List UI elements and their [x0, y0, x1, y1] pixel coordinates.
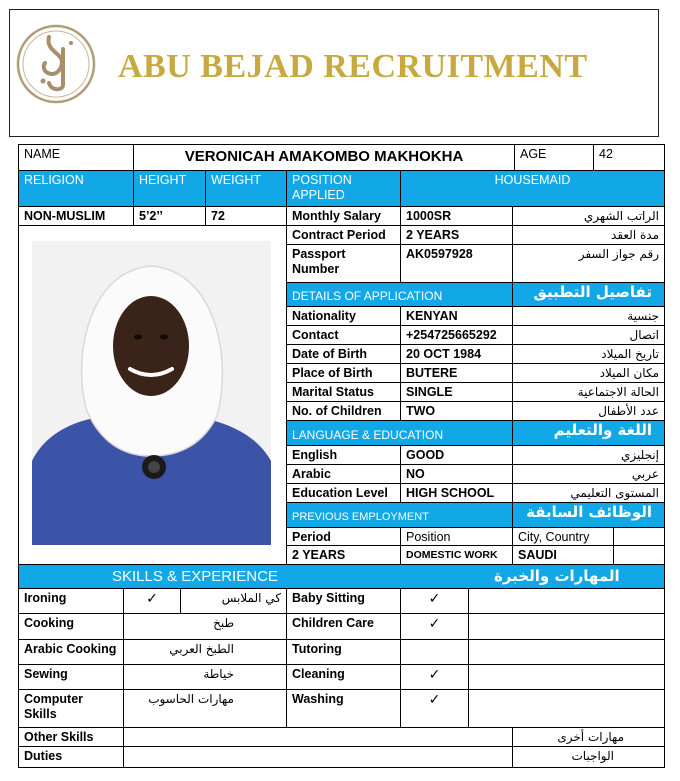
position-value-row: DOMESTIC WORK: [401, 546, 513, 565]
application-title: DETAILS OF APPLICATION: [287, 283, 513, 307]
height-label: HEIGHT: [134, 171, 206, 207]
period-head: Period: [287, 528, 401, 546]
company-name: ABU BEJAD RECRUITMENT: [118, 48, 588, 85]
duties-value: [124, 747, 513, 768]
religion-value: NON-MUSLIM: [19, 207, 134, 226]
skill-children-care-check: ✓: [401, 614, 469, 640]
skill-cooking-ar: طبخ: [124, 614, 287, 640]
skill-cleaning-check: ✓: [401, 665, 469, 690]
pob-label: Place of Birth: [287, 364, 401, 383]
salary-value: 1000SR: [401, 207, 513, 226]
skill-washing-extra: [469, 690, 665, 728]
calligraphy-logo-icon: [15, 23, 97, 105]
period-value: 2 YEARS: [287, 546, 401, 565]
religion-label: RELIGION: [19, 171, 134, 207]
other-skills-label: Other Skills: [19, 728, 124, 747]
pob-ar: مكان الميلاد: [513, 364, 665, 383]
arabic-label: Arabic: [287, 465, 401, 484]
skill-ironing: Ironing: [19, 589, 124, 614]
skill-washing: Washing: [287, 690, 401, 728]
height-value: 5’2’’: [134, 207, 206, 226]
skill-washing-check: ✓: [401, 690, 469, 728]
dob-label: Date of Birth: [287, 345, 401, 364]
english-ar: إنجليزي: [513, 446, 665, 465]
arabic-ar: عربي: [513, 465, 665, 484]
position-label: POSITION APPLIED: [287, 171, 401, 207]
candidate-photo: [32, 241, 271, 545]
language-title: LANGUAGE & EDUCATION: [287, 421, 513, 446]
contract-ar: مدة العقد: [513, 226, 665, 245]
skill-children-care-extra: [469, 614, 665, 640]
contact-label: Contact: [287, 326, 401, 345]
name-value: VERONICAH AMAKOMBO MAKHOKHA: [134, 145, 515, 171]
skills-title-ar: المهارات والخبرة: [494, 567, 620, 585]
education-ar: المستوى التعليمي: [513, 484, 665, 503]
skill-sewing-ar: خياطة: [124, 665, 287, 690]
skill-children-care: Children Care: [287, 614, 401, 640]
skill-ironing-ar: كي الملابس: [181, 589, 287, 614]
employment-title-ar: الوظائف السابقة: [513, 503, 665, 528]
employment-title: PREVIOUS EMPLOYMENT: [287, 503, 513, 528]
children-label: No. of Children: [287, 402, 401, 421]
employment-extra-head: [614, 528, 665, 546]
age-label: AGE: [515, 145, 594, 171]
skill-tutoring-extra: [469, 640, 665, 665]
other-skills-value: [124, 728, 513, 747]
marital-value: SINGLE: [401, 383, 513, 402]
location-head: City, Country: [513, 528, 614, 546]
marital-ar: الحالة الاجتماعية: [513, 383, 665, 402]
employment-extra-value: [614, 546, 665, 565]
contact-value: +254725665292: [401, 326, 513, 345]
skill-cleaning-extra: [469, 665, 665, 690]
skill-arabic-cooking: Arabic Cooking: [19, 640, 124, 665]
contract-value: 2 YEARS: [401, 226, 513, 245]
marital-label: Marital Status: [287, 383, 401, 402]
application-title-ar: تفاصيل التطبيق: [513, 283, 665, 307]
skill-sewing: Sewing: [19, 665, 124, 690]
other-skills-ar: مهارات أخرى: [513, 728, 665, 747]
dob-ar: تاريخ الميلاد: [513, 345, 665, 364]
skill-computer-ar: مهارات الحاسوب: [124, 690, 287, 728]
skill-cleaning: Cleaning: [287, 665, 401, 690]
skill-tutoring: Tutoring: [287, 640, 401, 665]
position-head: Position: [401, 528, 513, 546]
name-label: NAME: [19, 145, 134, 171]
education-value: HIGH SCHOOL: [401, 484, 513, 503]
english-value: GOOD: [401, 446, 513, 465]
salary-ar: الراتب الشهري: [513, 207, 665, 226]
passport-value: AK0597928: [401, 245, 513, 283]
skill-arabic-cooking-ar: الطبخ العربي: [124, 640, 287, 665]
skill-tutoring-check: [401, 640, 469, 665]
children-ar: عدد الأطفال: [513, 402, 665, 421]
language-title-ar: اللغة والتعليم: [513, 421, 665, 446]
nationality-label: Nationality: [287, 307, 401, 326]
english-label: English: [287, 446, 401, 465]
skills-title: SKILLS & EXPERIENCE: [112, 568, 278, 585]
passport-ar: رقم جواز السفر: [513, 245, 665, 283]
weight-value: 72: [206, 207, 287, 226]
weight-label: WEIGHT: [206, 171, 287, 207]
skill-baby-sitting: Baby Sitting: [287, 589, 401, 614]
dob-value: 20 OCT 1984: [401, 345, 513, 364]
contact-ar: اتصال: [513, 326, 665, 345]
education-label: Education Level: [287, 484, 401, 503]
salary-label: Monthly Salary: [287, 207, 401, 226]
contract-label: Contract Period: [287, 226, 401, 245]
position-value: HOUSEMAID: [401, 171, 665, 207]
skill-ironing-check: ✓: [124, 589, 181, 614]
skill-baby-sitting-extra: [469, 589, 665, 614]
arabic-value: NO: [401, 465, 513, 484]
children-value: TWO: [401, 402, 513, 421]
duties-ar: الواجبات: [513, 747, 665, 768]
nationality-value: KENYAN: [401, 307, 513, 326]
skill-cooking: Cooking: [19, 614, 124, 640]
passport-label: Passport Number: [287, 245, 401, 283]
skill-computer: Computer Skills: [19, 690, 124, 728]
nationality-ar: جنسية: [513, 307, 665, 326]
age-value: 42: [594, 145, 665, 171]
skill-baby-sitting-check: ✓: [401, 589, 469, 614]
location-value: SAUDI: [513, 546, 614, 565]
pob-value: BUTERE: [401, 364, 513, 383]
duties-label: Duties: [19, 747, 124, 768]
